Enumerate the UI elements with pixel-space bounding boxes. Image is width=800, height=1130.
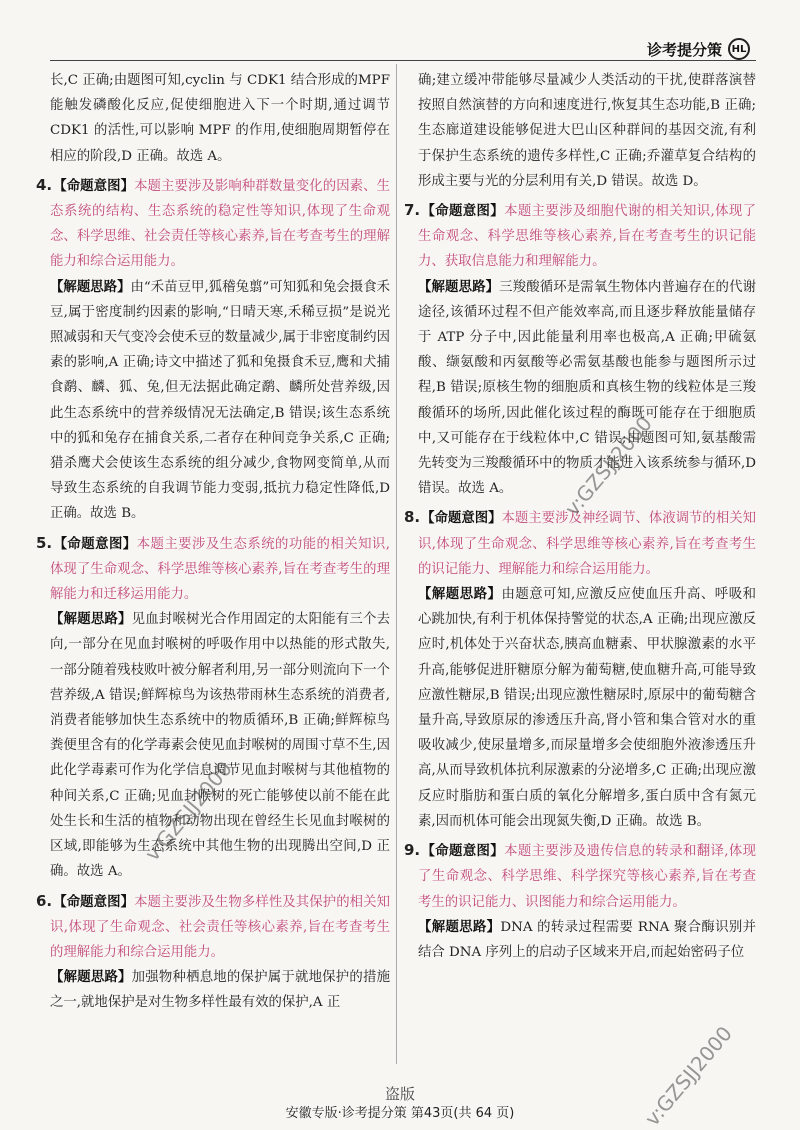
q7-intent-label: 【命题意图】 <box>421 203 505 220</box>
q5-solution <box>50 607 390 884</box>
q7-intent-text: 本题主要涉及细胞代谢的相关知识,体现了生命观念、科学思维等核心素养,旨在考查考生的识记能力、获取信息能力和理解能力。 <box>418 204 757 270</box>
q6-intent <box>36 889 391 966</box>
q5-intent-label: 【命题意图】 <box>53 535 137 552</box>
header-rule <box>50 60 756 61</box>
question-5 <box>36 531 391 885</box>
q8-number: 8. <box>404 508 421 527</box>
q4-solution-label: 【解题思路】 <box>50 278 131 295</box>
q8-solution <box>418 582 756 834</box>
column-divider <box>396 64 397 1064</box>
q7-number: 7. <box>404 201 421 220</box>
footer-text: 安徽专版·诊考提分策 第43页(共 64 页) <box>285 1106 515 1121</box>
q9-number: 9. <box>404 841 421 860</box>
q7-intent <box>404 198 757 275</box>
q8-intent-label: 【命题意图】 <box>421 510 502 527</box>
q8-intent-text: 本题主要涉及神经调节、体液调节的相关知识,体现了生命观念、科学思维等核心素养,旨在考查考生的识记能力、理解能力和综合运用能力。 <box>418 511 757 577</box>
left-column <box>36 68 391 1016</box>
question-4 <box>36 173 391 527</box>
q5-solution-text: 见血封喉树光合作用固定的太阳能有三个去向,一部分在见血封喉树的呼吸作用中以热能的形式散失,一部分随着残枝败叶被分解者利用,另一部分则流向下一个营养级,A 错误;鲜辉椋鸟为该热带雨林生态系统的消费者,消费者能够加快生态系统中的物质循环,B 正确;鲜辉椋鸟粪便里含有的化学毒素会使见血封喉树的周围寸草不生,因此化学毒素可作为化学信息调节见血封喉树与其他植物的种间关系,C 正确;见血封喉树的死亡能够使以前不能在此处生长和生活的植物和动物出现在曾经生长见血封喉树的区域,即能够为生态系统中其他生物的出现腾出空间,D 正确。故选 A。 <box>50 612 391 880</box>
watermark: v:GZSJJ2000 <box>140 756 237 866</box>
q6-intent-label: 【命题意图】 <box>53 893 135 910</box>
watermark: v:GZSJJ2000 <box>560 411 657 521</box>
brand-logo-icon: HL <box>728 38 750 60</box>
q3-tail: 长,C 正确;由题图可知,cyclin 与 CDK1 结合形成的MPF 能触发磷酸化反应,促使细胞进入下一个时期,通过调节 CDK1 的活性,可以影响 MPF 的作用,使细胞周期暂停在相应的阶段,D 正确。故选 A。 <box>50 73 390 164</box>
question-9 <box>404 838 757 965</box>
q4-solution-text: 由“禾苗豆甲,狐稽兔翦”可知狐和兔会摄食禾豆,属于密度制约因素的影响,“日晴天寒,禾稀豆损”是说光照减弱和天气变冷会使禾豆的数量减少,属于非密度制约因素的影响,A 正确;诗文中描述了狐和兔摄食禾豆,鹰和犬捕食鹬、麟、狐、兔,但无法据此确定鹬、麟所处营养级,因此生态系统中的营养级情况无法确定,B 错误;该生态系统中的狐和兔存在捕食关系,二者存在种间竞争关系,C 正确;猎杀鹰犬会使该生态系统的组分减少,食物网变简单,从而导致生态系统的自我调节能力变弱,抵抗力稳定性降低,D 正确。故选 B。 <box>50 279 390 522</box>
q4-intent-label: 【命题意图】 <box>53 177 135 194</box>
q7-solution-text: 三羧酸循环是需氧生物体内普遍存在的代谢途径,该循环过程不但产能效率高,而且逐步释放能量储存于 ATP 分子中,因此能量利用率也极高,A 正确;甲硫氨酸、缬氨酸和丙氨酸等必需氨基酸也能参与题图所示过程,B 错误;原核生物的细胞质和真核生物的线粒体是三羧酸循环的场所,因此催化该过程的酶既可能存在于细胞质中,又可能存在于线粒体中,C 错误;由题图可知,氨基酸需先转变为三羧酸循环中的物质才能进入该系统参与循环,D 错误。故选 A。 <box>418 279 757 497</box>
q7-solution <box>418 275 756 502</box>
q5-intent <box>36 531 391 608</box>
q4-intent <box>36 173 391 275</box>
q4-solution <box>50 275 390 527</box>
q6-tail: 确;建立缓冲带能够尽量减少人类活动的干扰,使群落演替按照自然演替的方向和速度进行,恢复其生态功能,B 正确;生态廊道建设能够促进大巴山区种群间的基因交流,有利于保护生态系统的遗传多样性,C 正确;乔灌草复合结构的形成主要与光的分层利用有关,D 错误。故选 D。 <box>418 73 756 189</box>
question-6 <box>36 889 391 1016</box>
q5-intent-text: 本题主要涉及生态系统的功能的相关知识,体现了生命观念、科学思维等核心素养,旨在考查考生的理解能力和迁移运用能力。 <box>50 536 391 603</box>
q6-solution-label: 【解题思路】 <box>50 969 132 986</box>
q5-number: 5. <box>36 533 53 552</box>
q9-solution <box>418 915 756 965</box>
q8-solution-label: 【解题思路】 <box>418 586 502 603</box>
q6-intent-text: 本题主要涉及生物多样性及其保护的相关知识,体现了生命观念、社会责任等核心素养,旨在考查考生的理解能力和综合运用能力。 <box>50 894 391 960</box>
q8-intent <box>404 505 757 582</box>
q5-solution-label: 【解题思路】 <box>50 611 132 628</box>
q9-intent <box>404 838 757 915</box>
q6-number: 6. <box>36 891 53 910</box>
header-title: 诊考提分策 <box>646 40 722 59</box>
q9-intent-label: 【命题意图】 <box>421 843 505 860</box>
q9-solution-label: 【解题思路】 <box>418 918 501 935</box>
q6-solution-text: 加强物种栖息地的保护属于就地保护的措施之一,就地保护是对生物多样性最有效的保护,A 正 <box>50 970 391 1011</box>
page-header <box>647 38 750 60</box>
q9-intent-text: 本题主要涉及遗传信息的转录和翻译,体现了生命观念、科学思维、科学探究等核心素养,旨在考查考生的识记能力、识图能力和综合运用能力。 <box>418 844 757 910</box>
right-column <box>404 68 757 965</box>
q7-solution-label: 【解题思路】 <box>418 278 500 295</box>
watermark: v:GZSJJ2000 <box>640 1021 737 1130</box>
question-7 <box>404 198 757 501</box>
q4-intent-text: 本题主要涉及影响种群数量变化的因素、生态系统的结构、生态系统的稳定性等知识,体现了生命观念、科学思维、社会责任等核心素养,旨在考查考生的理解能力和综合运用能力。 <box>50 178 391 270</box>
q9-solution-text: DNA 的转录过程需要 RNA 聚合酶识别并结合 DNA 序列上的启动子区域来开启,而起始密码子位 <box>418 919 756 960</box>
q4-number: 4. <box>36 175 53 194</box>
q6-solution <box>50 965 390 1015</box>
q8-solution-text: 由题意可知,应激反应使血压升高、呼吸和心跳加快,有利于机体保持警觉的状态,A 正确;出现应激反应时,机体处于兴奋状态,胰高血糖素、甲状腺激素的水平升高,能够促进肝糖原分解为葡萄糖,使血糖升高,可能导致应激性糖尿,B 错误;出现应激性糖尿时,原尿中的葡萄糖含量升高,导致原尿的渗透压升高,肾小管和集合管对水的重吸收减少,使尿量增多,而尿量增多会使细胞外液渗透压升高,从而导致机体抗利尿激素的分泌增多,C 正确;出现应激反应时脂肪和蛋白质的氧化分解增多,蛋白质中含有氮元素,因而机体可能会出现氮失衡,D 正确。故选 B。 <box>418 587 756 829</box>
question-8 <box>404 505 757 834</box>
stamp-text: 盗版 <box>384 1085 415 1103</box>
